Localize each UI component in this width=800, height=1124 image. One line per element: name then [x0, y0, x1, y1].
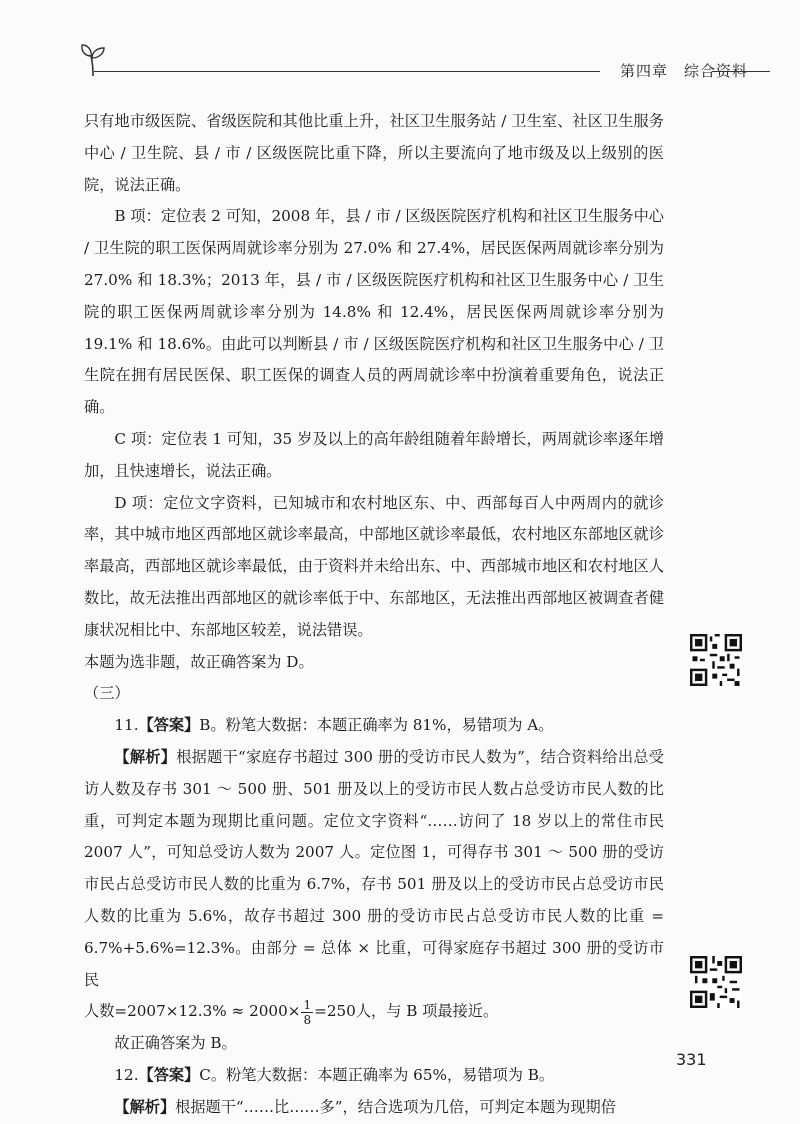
paragraph-option-c: C 项：定位表 1 可知，35 岁及以上的高年龄组随着年龄增长，两周就诊率逐年增加，且快速增长，说法正确。 [84, 429, 664, 480]
fraction-numerator: 1 [303, 997, 312, 1012]
q11-answer-text: B。粉笔大数据：本题正确率为 81%，易错项为 A。 [199, 716, 554, 735]
page-content [84, 106, 664, 1124]
chapter-title: 第四章 综合资料 [619, 62, 748, 80]
qr-code-q12[interactable] [690, 956, 742, 1008]
page-number: 331 [676, 1050, 707, 1069]
paragraph-option-b: B 项：定位表 2 可知，2008 年，县 / 市 / 区级医院医疗机构和社区卫生服务中心 / 卫生院的职工医保两周就诊率分别为 27.0% 和 27.4%，居民医保两周就诊率分别为 27.0% 和 18.3%；2013 年，县 / 市 / 区级医院医疗机构和社区卫生服务中心 / 卫生院的职工医保两周就诊率分别为 14.8% 和 12.4%，居民医保两周就诊率分别为 19.1% 和 18.6%。由此可以判断县 / 市 / 区级医院医疗机构和社区卫生服务中心 / 卫生院在拥有居民医保、职工医保的调查人员的两周就诊率中扮演着重要角色，说法正确。 [84, 207, 664, 417]
q12-answer-tag: 【答案】 [138, 1065, 200, 1084]
q11-analysis-text: 根据题干“家庭存书超过 300 册的受访市民人数为”，结合资料给出总受访人数及存书 301 ～ 500 册、501 册及以上的受访市民人数占总受访市民人数的比重，可判定本题为现期比重问题。定位文字资料“……访问了 18 岁以上的常住市民 2007 人”，可知总受访人数为 2007 人。定位图 1，可得存书 301 ～ 500 册的受访市民占总受访市民人数的比重为 6.7%，存书 501 册及以上的受访市民占总受访市民人数的比重为 5.6%，故存书超过 300 册的受访市民占总受访市民人数的比重 = 6.7%+5.6%=12.3%。由部分 = 总体 × 比重，可得家庭存书超过 300 册的受访市民 [84, 747, 664, 989]
q12-answer-line [84, 1060, 664, 1092]
q12-answer-text: C。粉笔大数据：本题正确率为 65%，易错项为 B。 [199, 1065, 555, 1084]
q12-number: 12. [114, 1065, 139, 1084]
q12-analysis-tag: 【解析】 [114, 1097, 176, 1116]
page-header [80, 40, 770, 84]
q11-formula-line [84, 996, 664, 1028]
sprout-icon [80, 42, 106, 78]
q11-analysis-tag: 【解析】 [114, 747, 177, 766]
q11-answer-tag: 【答案】 [138, 716, 200, 735]
header-rule-tail [712, 71, 770, 72]
paragraph-option-d: D 项：定位文字资料，已知城市和农村地区东、中、西部每百人中两周内的就诊率，其中城市地区西部地区就诊率最高，中部地区就诊率最低，农村地区东部地区就诊率最高，西部地区就诊率最低，由于资料并未给出东、中、西部城市地区和农村地区人数比，故无法推出西部地区的就诊率低于中、东部地区，无法推出西部地区被调查者健康状况相比中、东部地区较差，说法错误。 [84, 493, 664, 639]
paragraph-a-continued: 只有地市级医院、省级医院和其他比重上升，社区卫生服务站 / 卫生室、社区卫生服务中心 / 卫生院、县 / 市 / 区级医院比重下降，所以主要流向了地市级及以上级别的医院，说法正确。 [84, 112, 664, 194]
q11-conclusion: 故正确答案为 B。 [114, 1034, 237, 1053]
section-title: （三） [84, 684, 130, 703]
q11-fraction [301, 998, 313, 1027]
q11-number: 11. [114, 716, 139, 735]
q11-answer-line [84, 710, 664, 742]
q11-formula-suffix: =250人，与 B 项最接近。 [314, 1002, 499, 1021]
q11-analysis [84, 742, 664, 996]
fraction-denominator: 8 [303, 1012, 312, 1027]
qr-code-q11[interactable] [690, 634, 742, 686]
q12-analysis-text: 根据题干“……比……多”，结合选项为几倍，可判定本题为现期倍 [175, 1097, 616, 1116]
paragraph-q10-conclusion: 本题为选非题，故正确答案为 D。 [84, 652, 314, 671]
q12-analysis [84, 1092, 664, 1124]
header-rule [94, 71, 600, 72]
q11-formula-prefix: 人数=2007×12.3% ≈ 2000× [84, 1002, 301, 1021]
